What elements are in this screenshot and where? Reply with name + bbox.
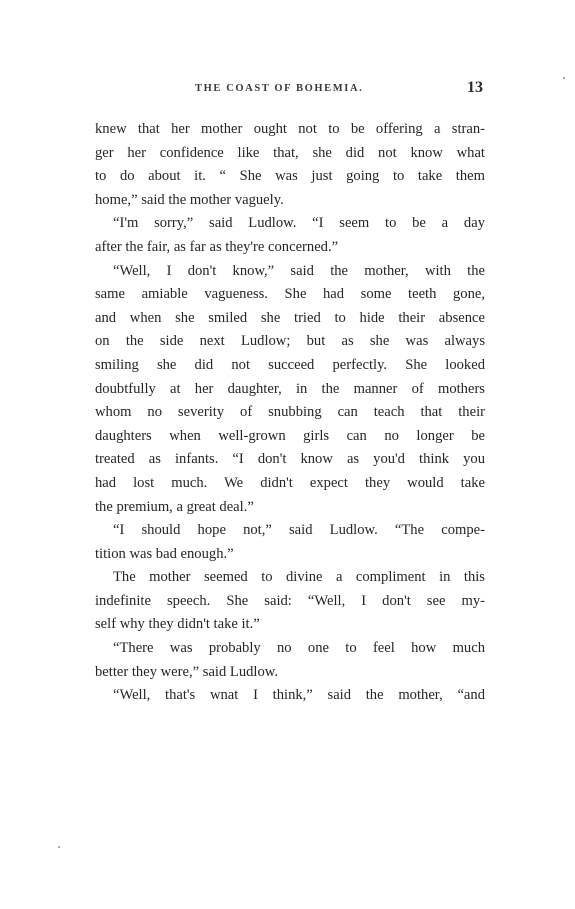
- text-line: “Well, that's wnat I think,” said the mother, “and: [113, 687, 485, 704]
- text-line: after the fair, as far as they're concerned.”: [95, 238, 339, 255]
- text-line: home,” said the mother vaguely.: [95, 191, 284, 208]
- text-line: “Well, I don't know,” said the mother, with the: [113, 262, 485, 279]
- scan-speck: [563, 77, 565, 79]
- text-line: self why they didn't take it.”: [95, 616, 260, 633]
- text-line: treated as infants. “I don't know as you'd think you: [95, 451, 485, 468]
- text-line: whom no severity of snubbing can teach that their: [95, 404, 485, 421]
- text-line: and when she smiled she tried to hide their absence: [95, 309, 485, 326]
- text-line: tition was bad enough.”: [95, 545, 234, 562]
- scan-speck: [58, 846, 60, 848]
- text-line: better they were,” said Ludlow.: [95, 663, 279, 680]
- text-line: smiling she did not succeed perfectly. She looked: [95, 356, 485, 373]
- text-line: the premium, a great deal.”: [95, 498, 254, 515]
- text-line: daughters when well-grown girls can no longer be: [95, 427, 485, 444]
- text-line: to do about it. “ She was just going to take them: [95, 168, 485, 185]
- page-number: 13: [467, 79, 483, 96]
- text-line: ger her confidence like that, she did not know what: [95, 144, 485, 161]
- running-head: [95, 79, 485, 99]
- text-line: “There was probably no one to feel how much: [113, 640, 485, 657]
- text-line: doubtfully at her daughter, in the manner of mothers: [95, 380, 485, 397]
- text-line: same amiable vagueness. She had some teeth gone,: [95, 286, 485, 303]
- text-line: indefinite speech. She said: “Well, I don't see my-: [95, 592, 485, 609]
- text-line: The mother seemed to divine a compliment in this: [113, 569, 485, 586]
- running-title: THE COAST OF BOHEMIA.: [195, 83, 364, 94]
- text-line: on the side next Ludlow; but as she was always: [95, 333, 485, 350]
- body-text: [95, 118, 485, 708]
- text-line: had lost much. We didn't expect they would take: [95, 474, 485, 491]
- text-line: “I should hope not,” said Ludlow. “The compe-: [113, 522, 485, 539]
- text-line: “I'm sorry,” said Ludlow. “I seem to be a day: [113, 215, 485, 232]
- text-line: knew that her mother ought not to be offering a stran-: [95, 121, 485, 137]
